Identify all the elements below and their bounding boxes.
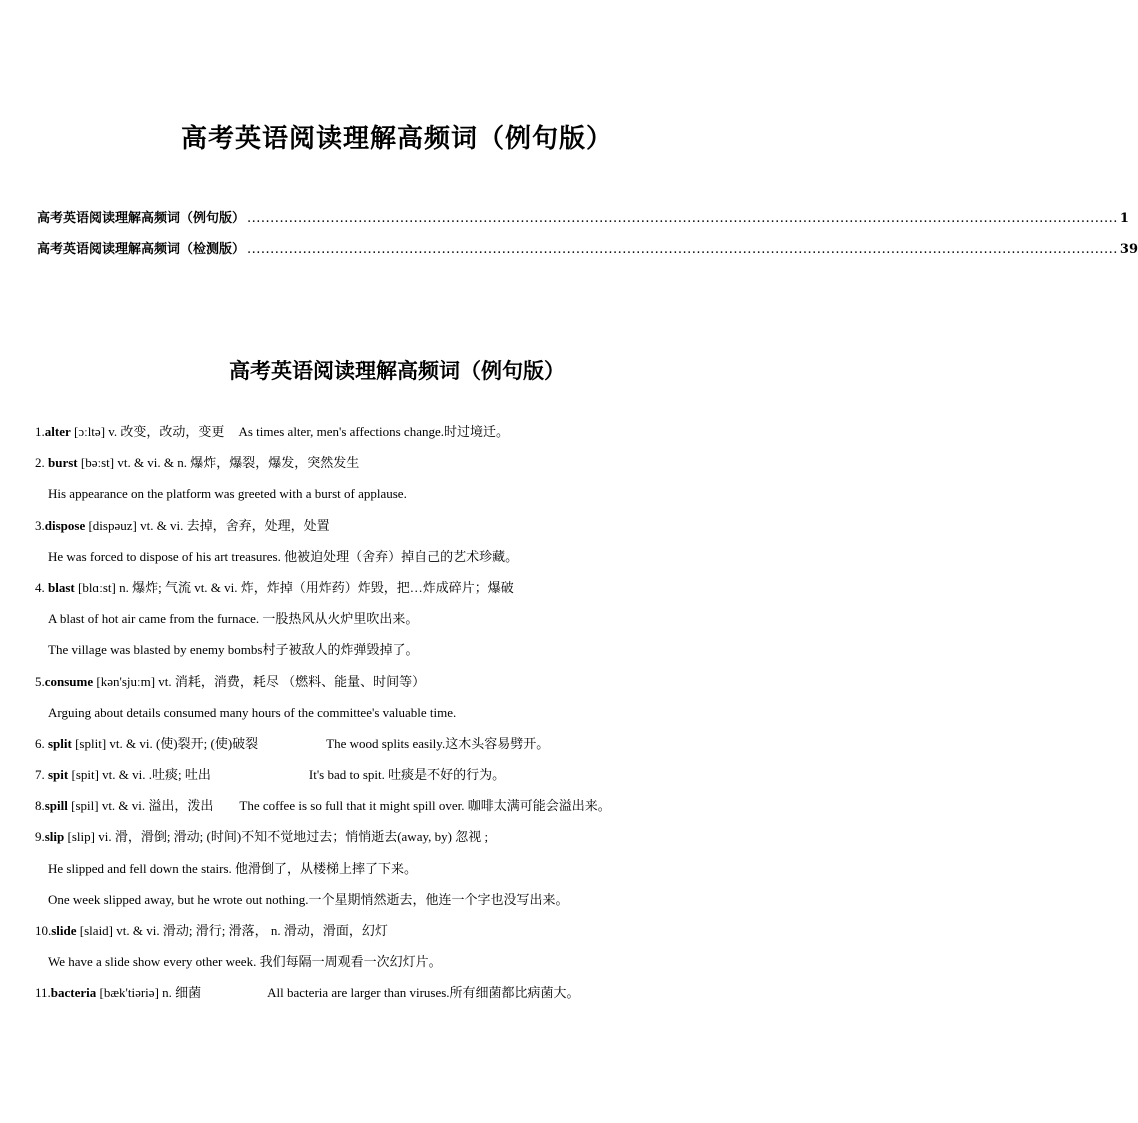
entry-example: The coffee is so full that it might spill over. 咖啡太满可能会溢出来。 [239, 798, 611, 814]
vocab-entry [35, 421, 765, 452]
vocab-entry [35, 826, 765, 857]
entry-number: 6. [35, 735, 48, 751]
entry-definition: [ɔːltə] v. 改变，改动，变更 [70, 424, 225, 439]
entry-definition: [spil] vt. & vi. 溢出，泼出 [67, 798, 214, 814]
entry-word: split [48, 735, 72, 751]
document-title: 高考英语阅读理解高频词（例句版） [180, 124, 613, 154]
vocab-entry [35, 577, 765, 608]
entry-word: dispose [44, 517, 86, 533]
entry-definition: [kən'sjuːm] vt. 消耗，消费，耗尽 （燃料、能量、时间等） [93, 673, 426, 689]
entry-word: burst [48, 455, 78, 471]
entry-word: spit [48, 767, 69, 783]
entry-word: slip [44, 829, 65, 845]
entry-example: It's bad to spit. 吐痰是不好的行为。 [308, 767, 506, 783]
toc-entry-label: 高考英语阅读理解高频词（检测版） [37, 242, 246, 257]
entry-definition: [blɑːst] n. 爆炸; 气流 vt. & vi. 炸，炸掉（用炸药）炸毁，把…炸成碎片；爆破 [74, 579, 514, 595]
entry-example: We have a slide show every other week. 我们每隔一周观看一次幻灯片。 [48, 954, 442, 970]
entry-example: He was forced to dispose of his art treasures. 他被迫处理（舍弃）掉自己的艺术珍藏。 [48, 548, 519, 564]
section-title: 高考英语阅读理解高频词（例句版） [229, 358, 565, 383]
entry-example: Arguing about details consumed many hours of the committee's valuable time. [48, 704, 457, 720]
entry-number: 10. [35, 923, 52, 938]
entry-number: 7. [35, 767, 48, 783]
vocab-entry [35, 733, 765, 764]
vocab-entry [35, 982, 765, 1013]
toc-entry-label: 高考英语阅读理解高频词（例句版） [37, 211, 246, 226]
entry-number: 1. [35, 424, 45, 439]
entry-example: The wood splits easily.这木头容易劈开。 [326, 735, 550, 751]
entry-definition: [dispəuz] vt. & vi. 去掉，舍弃，处理，处置 [85, 517, 330, 533]
toc-entry-page: 39 [1119, 242, 1138, 257]
entry-number: 2. [35, 455, 48, 471]
entry-example: The village was blasted by enemy bombs村子被敌人的炸弹毁掉了。 [48, 642, 419, 658]
vocabulary-list [35, 421, 765, 1014]
entry-word: spill [44, 798, 68, 814]
entry-number: 11. [35, 985, 51, 1001]
entry-definition: [spit] vt. & vi. .吐痰; 吐出 [68, 767, 211, 783]
vocab-entry [35, 515, 765, 546]
entry-example: As times alter, men's affections change.时过境迁。 [238, 424, 509, 439]
entry-example: A blast of hot air came from the furnace. 一股热风从火炉里吹出来。 [48, 611, 419, 627]
entry-example: One week slipped away, but he wrote out nothing.一个星期悄然逝去，他连一个字也没写出来。 [48, 891, 569, 907]
entry-example: His appearance on the platform was greeted with a burst of applause. [48, 486, 407, 502]
vocab-entry [35, 795, 765, 826]
vocab-entry [35, 671, 765, 702]
entry-definition: [split] vt. & vi. (使)裂开; (使)破裂 [71, 735, 259, 751]
entry-word: slide [51, 923, 77, 938]
entry-definition: [bæk'tiəriə] n. 细菌 [96, 985, 202, 1001]
toc-entry[interactable] [37, 239, 1138, 270]
toc-entry[interactable] [37, 208, 1129, 239]
entry-word: alter [44, 424, 71, 439]
table-of-contents [37, 208, 1138, 270]
entry-word: consume [44, 673, 94, 689]
vocab-entry [35, 920, 765, 951]
entry-word: bacteria [50, 985, 97, 1001]
entry-example: All bacteria are larger than viruses.所有细菌都比病菌大。 [267, 985, 580, 1001]
entry-number: 9. [35, 829, 45, 845]
vocab-entry [35, 452, 765, 483]
entry-definition: [slip] vi. 滑，滑倒; 滑动; (时间)不知不觉地过去；悄悄逝去(away, by) 忽视 ; [64, 829, 489, 845]
vocab-entry [35, 764, 765, 795]
entry-number: 4. [35, 579, 48, 595]
toc-leader-dots: ............................................................................................................................................................................................ [247, 242, 1118, 257]
entry-definition: [bəːst] vt. & vi. & n. 爆炸，爆裂，爆发，突然发生 [77, 455, 360, 471]
entry-number: 5. [35, 673, 45, 689]
entry-number: 8. [35, 798, 45, 814]
toc-entry-page: 1 [1119, 211, 1129, 226]
entry-definition: [slaid] vt. & vi. 滑动; 滑行; 滑落， n. 滑动，滑面，幻灯 [76, 923, 388, 938]
entry-example: He slipped and fell down the stairs. 他滑倒了，从楼梯上摔了下来。 [48, 860, 418, 876]
entry-number: 3. [35, 517, 45, 533]
toc-leader-dots: ............................................................................................................................................................................................ [247, 211, 1118, 226]
entry-word: blast [48, 579, 75, 595]
